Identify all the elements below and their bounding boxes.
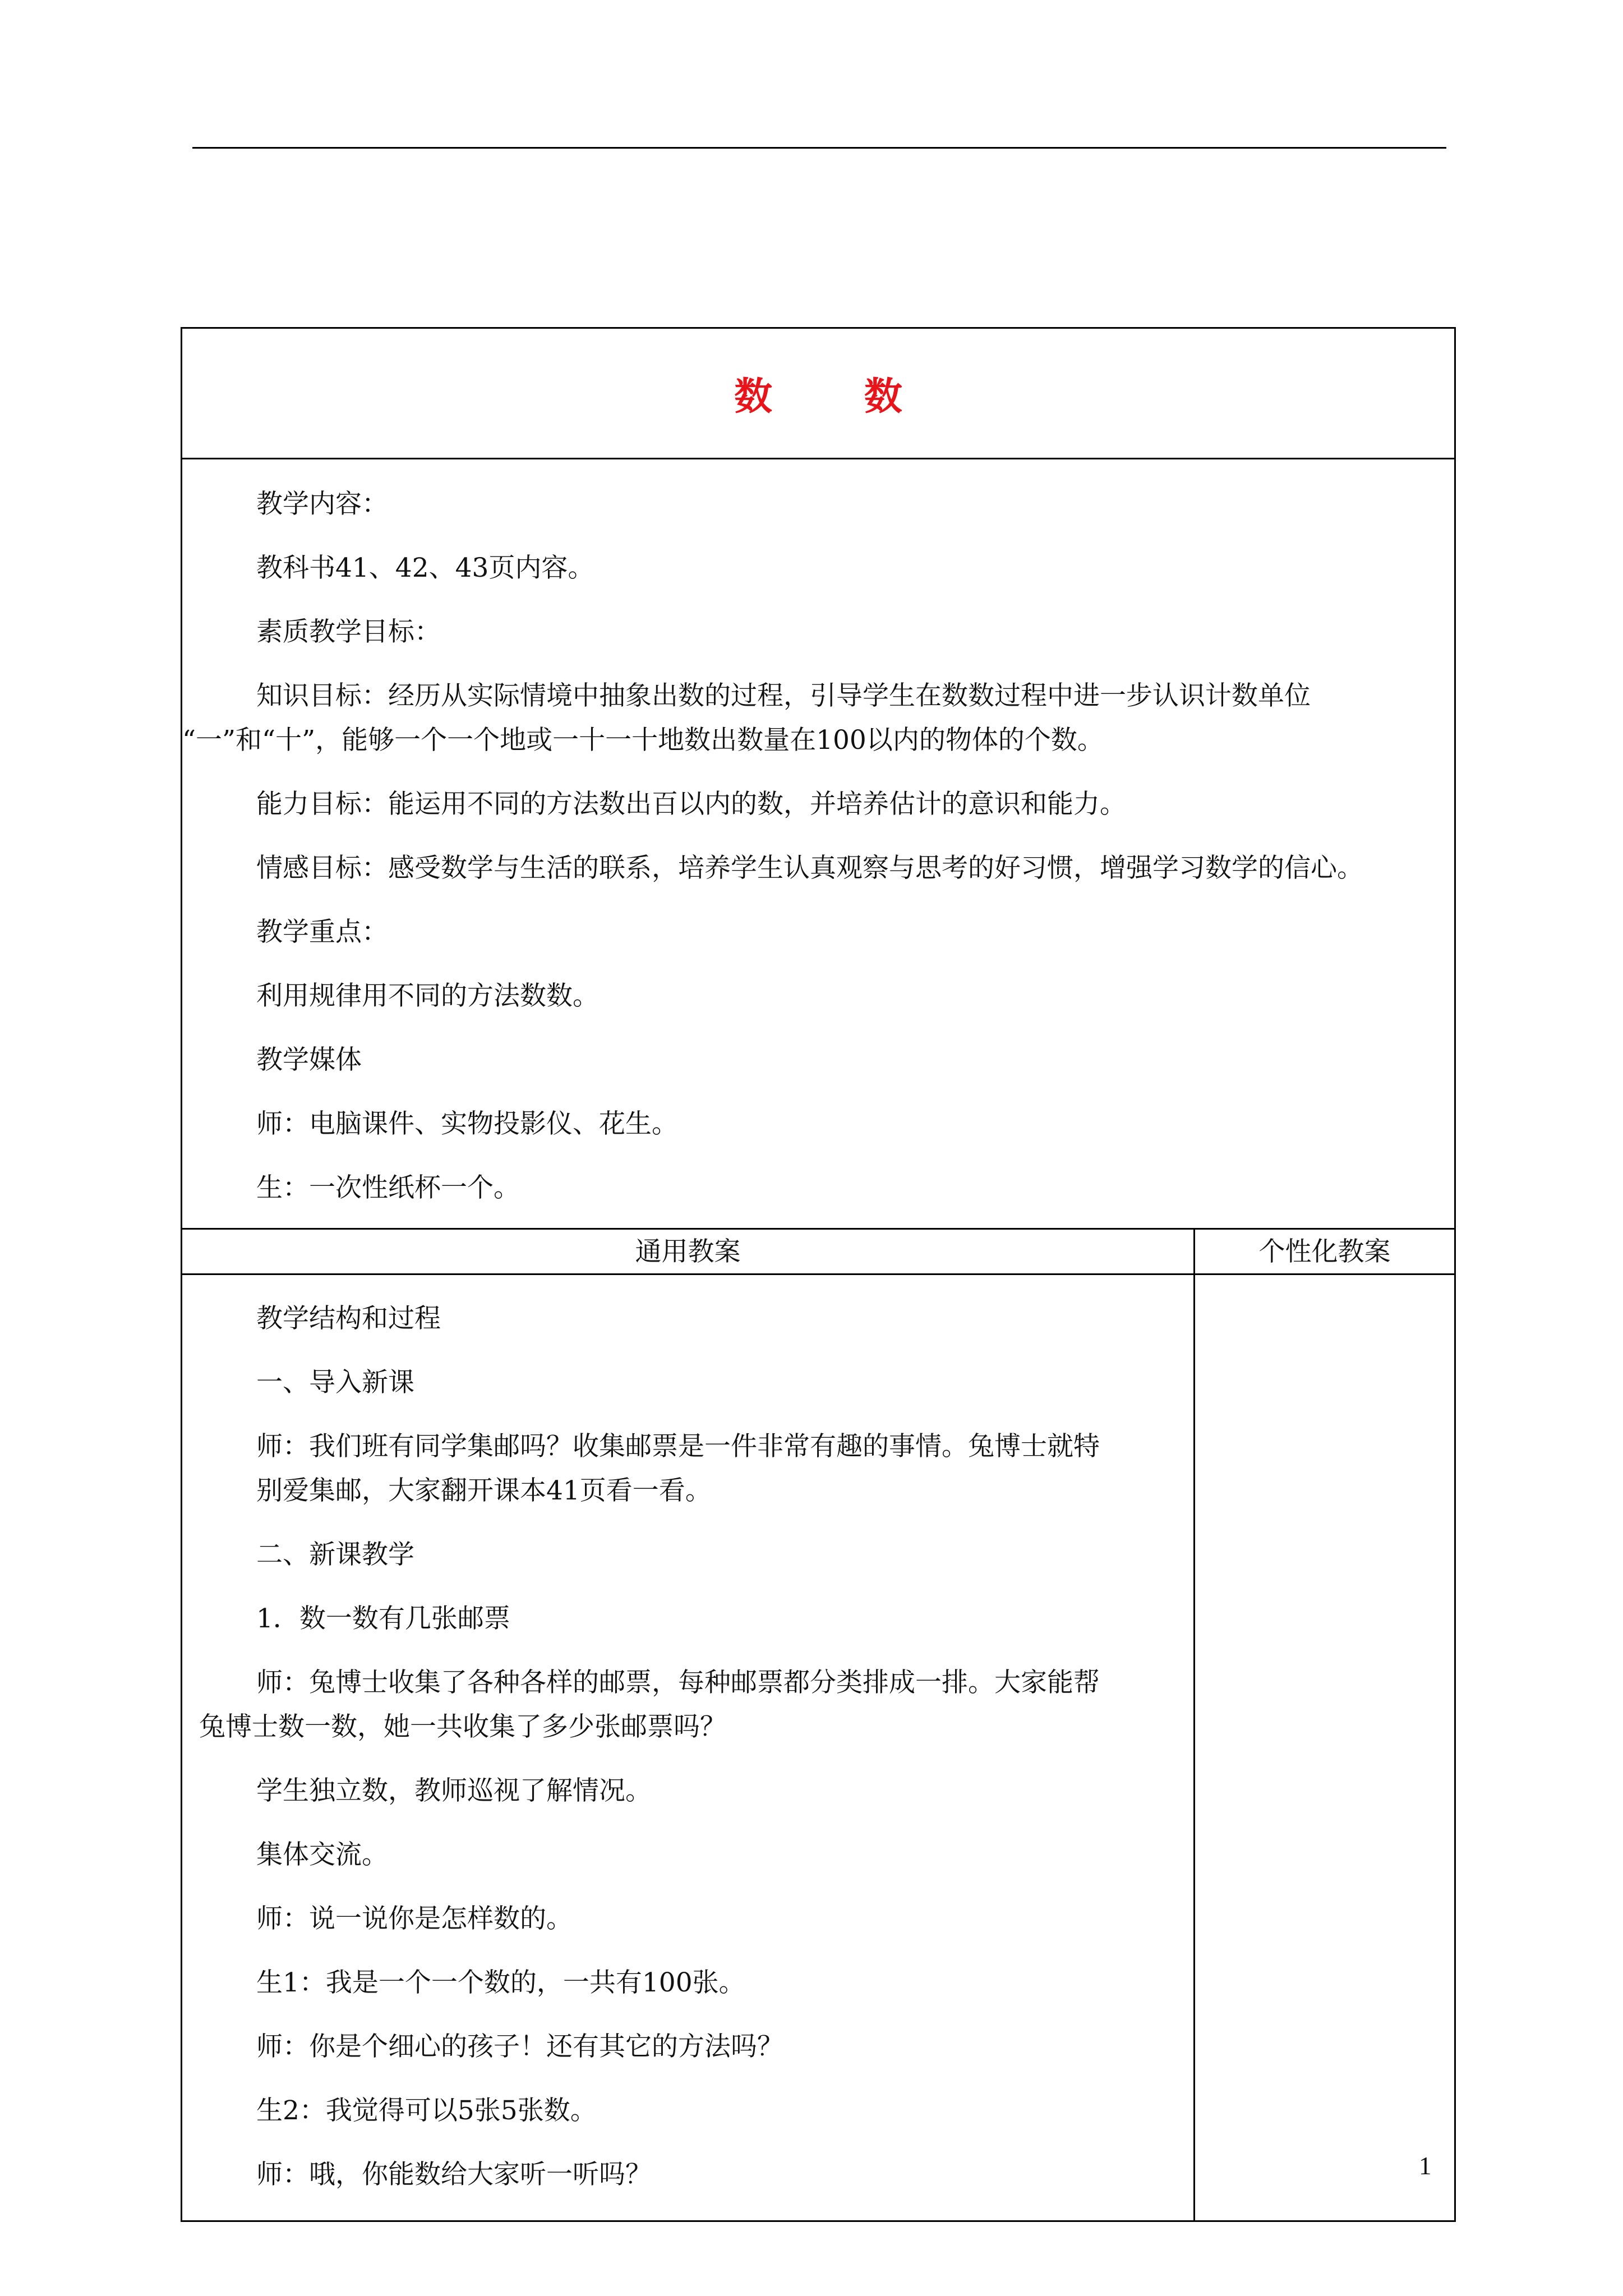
lesson-body-row	[182, 1275, 1454, 2220]
title-row	[182, 329, 1454, 459]
body-paragraph: 二、新课教学	[256, 1539, 414, 1570]
intro-paragraph: 教学重点：	[256, 917, 388, 947]
body-paragraph: 生1：我是一个一个数的，一共有100张。	[256, 1967, 745, 1998]
intro-paragraph: 教科书41、42、43页内容。	[256, 553, 594, 583]
intro-paragraph: 素质教学目标：	[256, 616, 441, 647]
intro-paragraph: 教学媒体	[256, 1045, 362, 1075]
intro-paragraph: 师：电脑课件、实物投影仪、花生。	[256, 1108, 678, 1139]
general-lesson-column	[182, 1275, 1195, 2220]
page-number: 1	[1419, 2152, 1432, 2180]
body-paragraph: 别爱集邮，大家翻开课本41页看一看。	[256, 1475, 712, 1506]
body-paragraph: 师：我们班有同学集邮吗？收集邮票是一件非常有趣的事情。兔博士就特	[256, 1431, 1100, 1462]
body-paragraph: 生2：我觉得可以5张5张数。	[256, 2095, 597, 2126]
intro-paragraph: 利用规律用不同的方法数数。	[256, 981, 599, 1011]
body-paragraph: 师：你是个细心的孩子！还有其它的方法吗？	[256, 2031, 783, 2062]
intro-paragraph: 教学内容：	[256, 489, 388, 519]
intro-paragraph: “一”和“十”，能够一个一个地或一十一十地数出数量在100以内的物体的个数。	[182, 725, 1104, 756]
lesson-plan-table	[181, 327, 1456, 2222]
header-rule	[192, 147, 1446, 149]
intro-section	[182, 459, 1454, 1230]
body-paragraph: 师：兔博士收集了各种各样的邮票，每种邮票都分类排成一排。大家能帮	[256, 1667, 1100, 1698]
column-header-row	[182, 1230, 1454, 1275]
intro-paragraph: 生：一次性纸杯一个。	[256, 1172, 520, 1203]
body-paragraph: 师：哦，你能数给大家听一听吗？	[256, 2159, 652, 2190]
column-header-general: 通用教案	[182, 1230, 1195, 1273]
body-paragraph: 一、导入新课	[256, 1367, 414, 1398]
column-header-personal: 个性化教案	[1258, 1236, 1391, 1267]
body-paragraph: 教学结构和过程	[256, 1303, 441, 1334]
intro-paragraph: 情感目标：感受数学与生活的联系，培养学生认真观察与思考的好习惯，增强学习数学的信心。	[256, 853, 1363, 884]
document-title: 数 数	[734, 374, 942, 419]
body-paragraph: 学生独立数，教师巡视了解情况。	[256, 1775, 652, 1806]
body-paragraph: 集体交流。	[256, 1839, 388, 1870]
body-paragraph: 1．数一数有几张邮票	[256, 1603, 510, 1634]
intro-paragraph: 能力目标：能运用不同的方法数出百以内的数，并培养估计的意识和能力。	[256, 789, 1126, 820]
intro-paragraph: 知识目标：经历从实际情境中抽象出数的过程，引导学生在数数过程中进一步认识计数单位	[256, 680, 1311, 711]
body-paragraph: 师：说一说你是怎样数的。	[256, 1903, 573, 1934]
body-paragraph: 兔博士数一数，她一共收集了多少张邮票吗？	[199, 1711, 726, 1742]
